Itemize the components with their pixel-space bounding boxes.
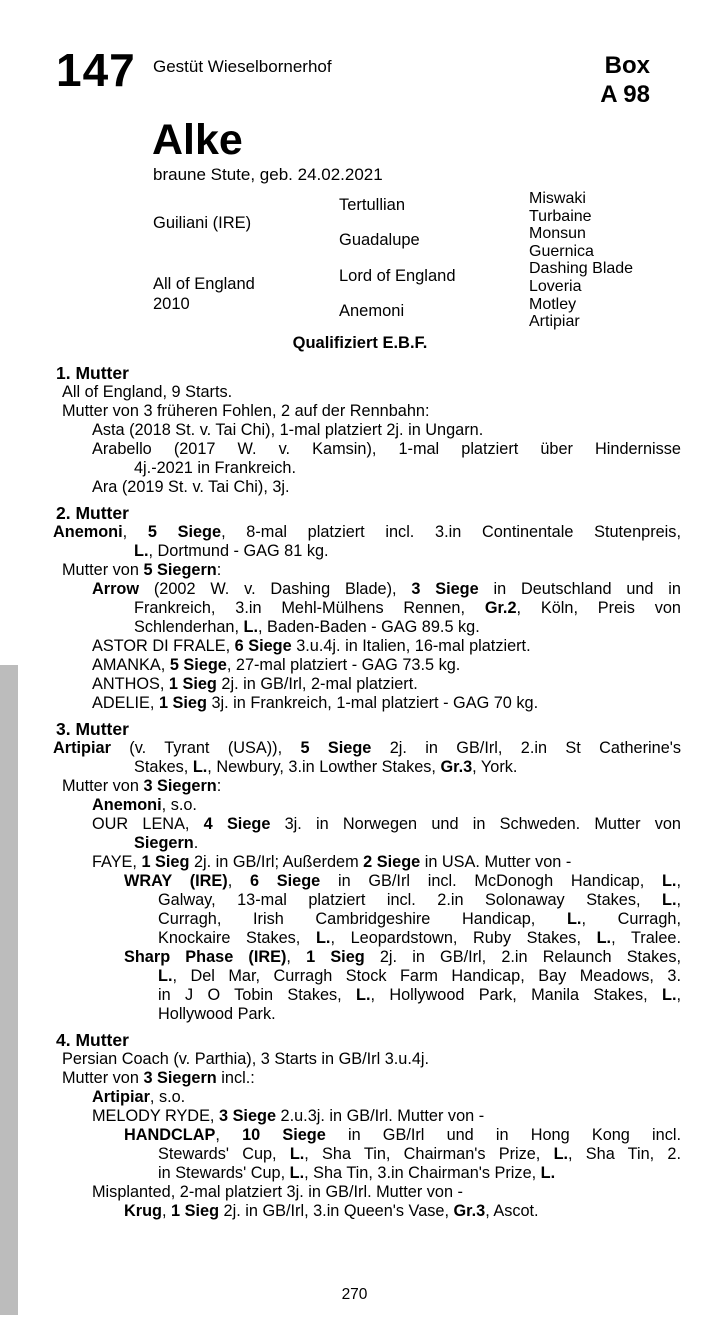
text-line: Stakes, L., Newbury, 3.in Lowther Stakes, Gr.3, York. — [134, 758, 518, 776]
text-line: Asta (2018 St. v. Tai Chi), 1-mal platziert 2j. in Ungarn. — [92, 421, 484, 439]
great-grandparent-name: Monsun — [529, 225, 586, 243]
great-grandparent-name: Artipiar — [529, 313, 580, 331]
box-label-line1: Box — [604, 52, 650, 79]
pedigree-table — [153, 188, 681, 329]
grandparent-name: Tertullian — [339, 196, 406, 215]
grandparent-name: Lord of England — [339, 266, 456, 285]
catalog-number: 147 — [56, 44, 136, 96]
horse-name: Alke — [152, 116, 243, 164]
pedigree-great-grandparents-column — [529, 188, 681, 329]
text-line: in J O Tobin Stakes, L., Hollywood Park, Manila Stakes, L., — [158, 986, 681, 1004]
dam-name: All of England 2010 — [153, 274, 255, 313]
text-line: Krug, 1 Sieg 2j. in GB/Irl, 3.in Queen's Vase, Gr.3, Ascot. — [124, 1202, 539, 1220]
text-line: AMANKA, 5 Siege, 27-mal platziert - GAG 73.5 kg. — [92, 656, 461, 674]
text-line: Anemoni, s.o. — [92, 796, 197, 814]
section-heading: 3. Mutter — [56, 719, 129, 739]
text-line: Stewards' Cup, L., Sha Tin, Chairman's Prize, L., Sha Tin, 2. — [158, 1145, 682, 1163]
text-line: Ara (2019 St. v. Tai Chi), 3j. — [92, 478, 290, 496]
text-line: Galway, 13-mal platziert incl. 2.in Solonaway Stakes, L., — [158, 891, 681, 909]
text-line: L., Del Mar, Curragh Stock Farm Handicap, Bay Meadows, 3. — [158, 967, 681, 985]
text-line: Frankreich, 3.in Mehl-Mülhens Rennen, Gr.2, Köln, Preis von — [134, 599, 681, 617]
horse-description: braune Stute, geb. 24.02.2021 — [153, 165, 383, 184]
text-line: Artipiar (v. Tyrant (USA)), 5 Siege 2j. in GB/Irl, 2.in St Catherine's — [53, 739, 681, 757]
great-grandparent-name: Turbaine — [529, 207, 592, 225]
text-line: Persian Coach (v. Parthia), 3 Starts in GB/Irl 3.u.4j. — [62, 1050, 430, 1068]
section-heading: 2. Mutter — [56, 503, 129, 523]
text-line: Siegern. — [134, 834, 199, 852]
text-line: FAYE, 1 Sieg 2j. in GB/Irl; Außerdem 2 Siege in USA. Mutter von - — [92, 853, 572, 871]
text-line: Anemoni, 5 Siege, 8-mal platziert incl. 3.in Continentale Stutenpreis, — [53, 523, 681, 541]
box-label-line2: A 98 — [600, 81, 650, 108]
text-line: Mutter von 3 früheren Fohlen, 2 auf der Rennbahn: — [62, 402, 430, 420]
text-line: in Stewards' Cup, L., Sha Tin, 3.in Chairman's Prize, L. — [158, 1164, 556, 1182]
text-line: Curragh, Irish Cambridgeshire Handicap, L., Curragh, — [158, 910, 681, 928]
text-line: Arrow (2002 W. v. Dashing Blade), 3 Siege in Deutschland und in — [92, 580, 681, 598]
text-line: MELODY RYDE, 3 Siege 2.u.3j. in GB/Irl. Mutter von - — [92, 1107, 485, 1125]
text-line: OUR LENA, 4 Siege 3j. in Norwegen und in Schweden. Mutter von — [92, 815, 681, 833]
great-grandparent-name: Motley — [529, 295, 577, 313]
text-line: Mutter von 3 Siegern incl.: — [62, 1069, 255, 1087]
text-line: Hollywood Park. — [158, 1005, 276, 1023]
grandparent-name: Anemoni — [339, 301, 405, 320]
consignor-name: Gestüt Wieselbornerhof — [153, 57, 332, 76]
text-line: Mutter von 5 Siegern: — [62, 561, 222, 579]
section-heading: 4. Mutter — [56, 1030, 129, 1050]
text-line: All of England, 9 Starts. — [62, 383, 233, 401]
great-grandparent-name: Dashing Blade — [529, 260, 634, 278]
text-line: Arabello (2017 W. v. Kamsin), 1-mal platziert über Hindernisse — [92, 440, 681, 458]
mare-sections — [0, 357, 709, 1221]
pedigree-parents-column — [153, 188, 339, 329]
text-line: HANDCLAP, 10 Siege in GB/Irl und in Hong Kong incl. — [124, 1126, 681, 1144]
sire-name: Guiliani (IRE) — [153, 214, 252, 233]
page-number: 270 — [341, 1286, 368, 1303]
text-line: Artipiar, s.o. — [92, 1088, 186, 1106]
pedigree-section — [0, 504, 709, 713]
text-line: Knockaire Stakes, L., Leopardstown, Ruby Stakes, L., Tralee. — [158, 929, 682, 947]
text-line: ANTHOS, 1 Sieg 2j. in GB/Irl, 2-mal platziert. — [92, 675, 418, 693]
text-line: ADELIE, 1 Sieg 3j. in Frankreich, 1-mal platziert - GAG 70 kg. — [92, 694, 539, 712]
pedigree-grandparents-column — [339, 188, 529, 329]
great-grandparent-name: Guernica — [529, 242, 594, 260]
text-line: L., Dortmund - GAG 81 kg. — [134, 542, 329, 560]
text-line: 4j.-2021 in Frankreich. — [134, 459, 296, 477]
text-line: WRAY (IRE), 6 Siege in GB/Irl incl. McDonogh Handicap, L., — [124, 872, 681, 890]
text-line: ASTOR DI FRALE, 6 Siege 3.u.4j. in Italien, 16-mal platziert. — [92, 637, 531, 655]
pedigree-section — [0, 364, 709, 497]
great-grandparent-name: Miswaki — [529, 190, 586, 207]
grandparent-name: Guadalupe — [339, 231, 420, 250]
text-line: Sharp Phase (IRE), 1 Sieg 2j. in GB/Irl, 2.in Relaunch Stakes, — [124, 948, 681, 966]
box-label — [600, 51, 650, 109]
text-line: Mutter von 3 Siegern: — [62, 777, 222, 795]
qualification-note: Qualifiziert E.B.F. — [292, 334, 428, 352]
pedigree-section — [0, 720, 709, 1024]
great-grandparent-name: Loveria — [529, 277, 582, 295]
section-heading: 1. Mutter — [56, 363, 129, 383]
pedigree-section — [0, 1031, 709, 1221]
text-line: Misplanted, 2-mal platziert 3j. in GB/Irl. Mutter von - — [92, 1183, 463, 1201]
text-line: Schlenderhan, L., Baden-Baden - GAG 89.5 kg. — [134, 618, 480, 636]
